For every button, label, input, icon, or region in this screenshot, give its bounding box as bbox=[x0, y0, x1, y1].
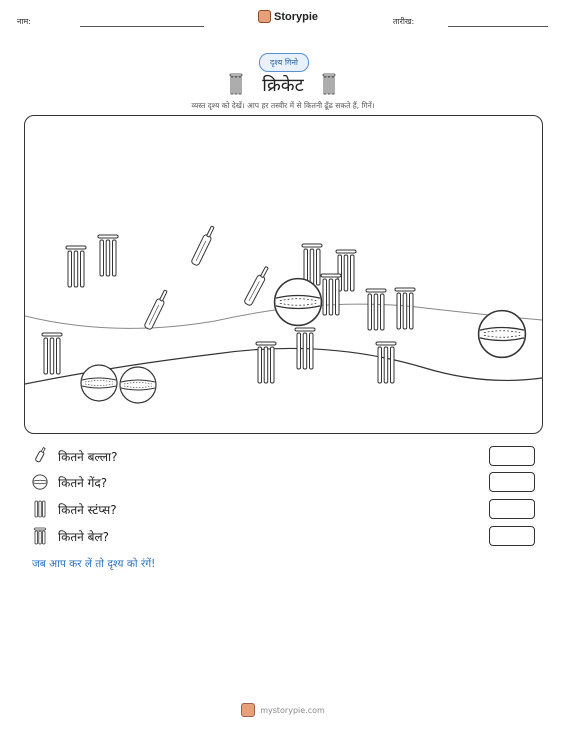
answer-box-balls[interactable] bbox=[489, 472, 535, 492]
question-bats bbox=[32, 446, 118, 466]
brand-logo bbox=[258, 10, 318, 23]
coloring-note: जब आप कर लें तो दृश्य को रंगें! bbox=[32, 558, 156, 570]
storypie-icon bbox=[241, 703, 255, 717]
question-bails bbox=[32, 526, 109, 546]
question-text: कितने गेंद? bbox=[58, 475, 108, 490]
answer-box-bails[interactable] bbox=[489, 526, 535, 546]
date-line[interactable] bbox=[448, 26, 548, 27]
bat-icon bbox=[32, 447, 48, 465]
stumps-icon bbox=[32, 500, 48, 518]
name-label: नाम: bbox=[17, 17, 31, 26]
answer-box-bats[interactable] bbox=[489, 446, 535, 466]
scene-picture bbox=[24, 115, 543, 434]
brand-name: Storypie bbox=[274, 10, 319, 23]
ball-icon bbox=[32, 473, 48, 491]
date-label: तारीख: bbox=[393, 17, 415, 26]
category-tag: दृश्य गिनो bbox=[259, 53, 309, 72]
bails-icon bbox=[32, 527, 48, 545]
question-stumps bbox=[32, 499, 117, 519]
storypie-icon bbox=[258, 10, 271, 23]
instructions: व्यस्त दृश्य को देखें। आप हर तस्वीर में से कितनी ढूँढ सकते हैं, गिनें। bbox=[191, 101, 375, 110]
stumps-icon bbox=[322, 73, 336, 95]
name-line[interactable] bbox=[80, 26, 204, 27]
footer-url[interactable]: mystorypie.com bbox=[260, 705, 325, 715]
question-text: कितने स्टंप्स? bbox=[58, 502, 117, 517]
scene-drawing bbox=[25, 116, 542, 433]
footer bbox=[0, 703, 566, 717]
page-title: क्रिकेट bbox=[262, 75, 304, 96]
answer-box-stumps[interactable] bbox=[489, 499, 535, 519]
question-balls bbox=[32, 472, 107, 492]
question-text: कितने बल्ला? bbox=[58, 449, 118, 464]
question-text: कितने बेल? bbox=[58, 529, 109, 544]
